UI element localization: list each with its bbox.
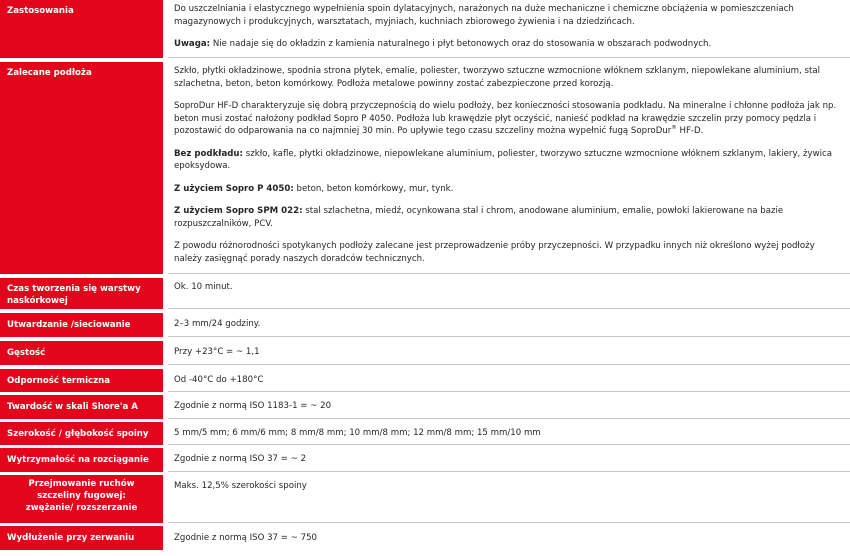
table-row-zastosowania xyxy=(0,0,850,58)
row-value: Przy +23°C = ~ 1,1 xyxy=(168,341,850,365)
table-row-wytrzymalosc xyxy=(0,448,850,472)
row-label: Zalecane podłoża xyxy=(0,62,163,274)
row-value xyxy=(168,62,850,274)
row-value: Od -40°C do +180°C xyxy=(168,369,850,392)
table-row-czas-tworzenia xyxy=(0,278,850,309)
table-row-wydluzenie xyxy=(0,526,850,550)
paragraph: Szkło, płytki okładzinowe, spodnia strona płytek, emalie, poliester, tworzywo sztuczne wzmocnione włóknem szklanym, niepowlekane aluminium, stal szlachetna, beton, beton komórkowy. Podłoża metalowe powinny zostać zabezpieczone przed korozją. xyxy=(174,66,820,89)
paragraph: Bez podkładu: szkło, kafle, płytki okładzinowe, niepowlekane aluminium, poliester, tworzywo sztuczne wzmocnione włóknem szklanym, lakiery, żywica epoksydowa. xyxy=(174,148,832,171)
row-label: Czas tworzenia się warstwy naskórkowej xyxy=(0,278,163,309)
row-value xyxy=(168,0,850,58)
row-value: Zgodnie z normą ISO 37 = ~ 2 xyxy=(168,448,850,472)
row-value: 5 mm/5 mm; 6 mm/6 mm; 8 mm/8 mm; 10 mm/8 mm; 12 mm/8 mm; 15 mm/10 mm xyxy=(168,422,850,445)
paragraph: Do uszczelniania i elastycznego wypełnienia spoin dylatacyjnych, narażonych na duże mechaniczne i chemiczne obciążenia w pomieszczeniach magazynowych i produkcyjnych, warsztatach, myjniach, kuchniach zbiorowego żywienia i na dziedzińcach. xyxy=(174,4,794,27)
table-row-przejmowanie-ruchow xyxy=(0,475,850,523)
table-row-twardosc xyxy=(0,395,850,419)
table-row-utwardzanie xyxy=(0,313,850,337)
row-value: Maks. 12,5% szerokości spoiny xyxy=(168,475,850,523)
paragraph: SoproDur HF-D charakteryzuje się dobrą przyczepnością do wielu podłoży, bez konieczności stosowania podkładu. Na mineralne i chłonne podłoża jak np. beton musi zostać nałożony podkład Sopro P 4050. Podłoża lub krawędzie płyt oczyścić, nanieść podkład na krawędzie szczelin przy pomocy pędzla i pozostawić do odparowania na co najmniej 30 min. Po upływie tego czasu szczeliny można wypełnić fugą SoproDur® HF-D. xyxy=(174,101,837,136)
paragraph: Z użyciem Sopro P 4050: beton, beton komórkowy, mur, tynk. xyxy=(174,183,454,194)
row-label: Wydłużenie przy zerwaniu xyxy=(0,526,163,550)
paragraph: Z użyciem Sopro SPM 022: stal szlachetna, miedź, ocynkowana stal i chrom, anodowane aluminium, emalie, powłoki lakierowane na bazie rozpuszczalników, PCV. xyxy=(174,206,784,229)
row-value: Zgodnie z normą ISO 37 = ~ 750 xyxy=(174,532,318,543)
row-value: Ok. 10 minut. xyxy=(168,278,850,309)
table-row-szerokosc-glebokosc xyxy=(0,422,850,445)
row-label: Odporność termiczna xyxy=(0,369,163,392)
row-label: Przejmowanie ruchów szczeliny fugowej: zwężanie/ rozszerzanie xyxy=(0,475,163,523)
row-value: Zgodnie z normą ISO 1183-1 = ~ 20 xyxy=(168,395,850,419)
row-label: Twardość w skali Shore'a A xyxy=(0,395,163,419)
row-label: Gęstość xyxy=(0,341,163,365)
row-label: Zastosowania xyxy=(0,0,163,58)
table-row-odpornosc-termiczna xyxy=(0,369,850,392)
row-label: Szerokość / głębokość spoiny xyxy=(0,422,163,445)
row-label: Wytrzymałość na rozciąganie xyxy=(0,448,163,472)
paragraph: Uwaga: Nie nadaje się do okładzin z kamienia naturalnego i płyt betonowych oraz do stosowania w obszarach podwodnych. xyxy=(174,39,712,49)
row-label: Utwardzanie /sieciowanie xyxy=(0,313,163,337)
row-value: 2–3 mm/24 godziny. xyxy=(168,313,850,337)
paragraph: Z powodu różnorodności spotykanych podłoży zalecane jest przeprowadzenie próby przyczepności. W przypadku innych niż określono wyżej podłoży należy zasięgnąć porady naszych doradców technicznych. xyxy=(174,241,815,264)
table-row-gestosc xyxy=(0,341,850,365)
table-row-zalecane-podloza xyxy=(0,62,850,274)
